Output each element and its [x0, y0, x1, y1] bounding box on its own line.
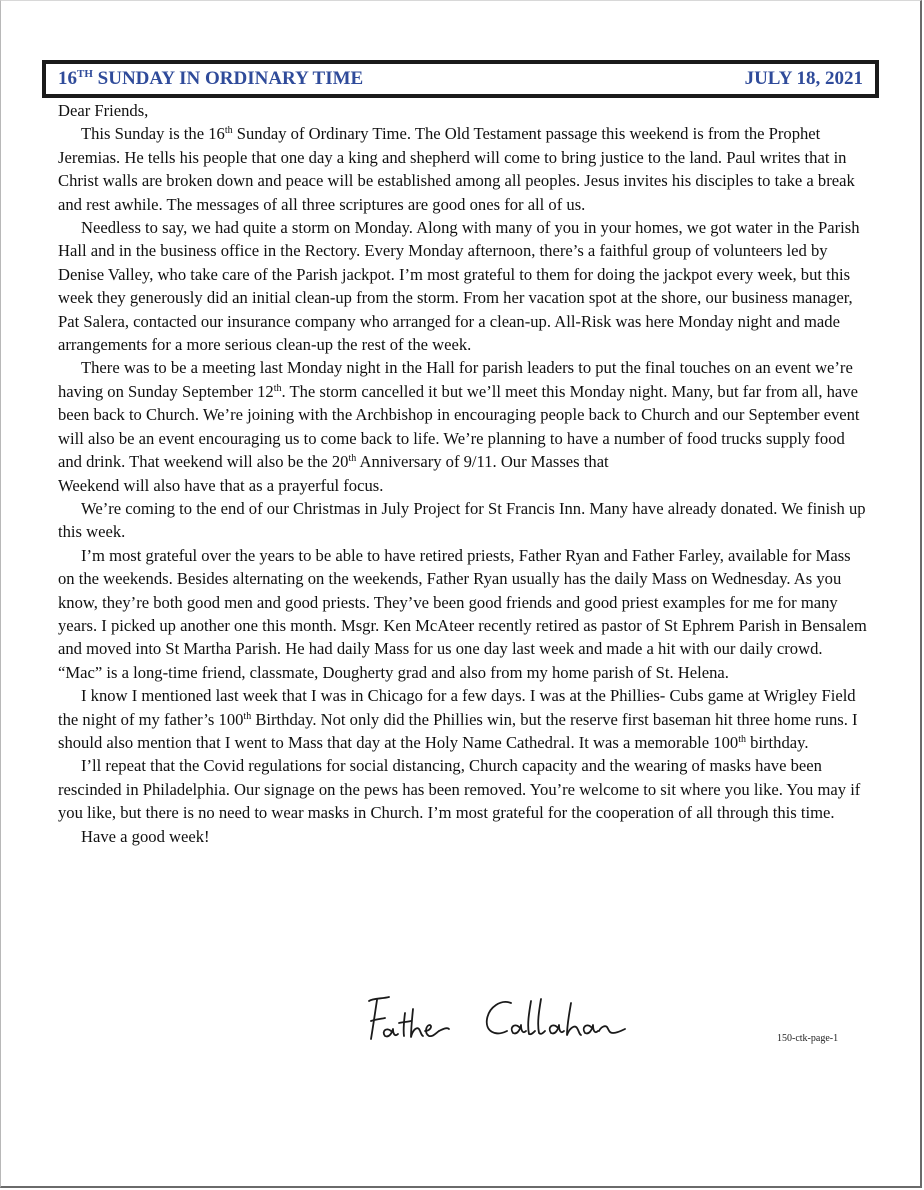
letter-greeting: Dear Friends,	[58, 101, 149, 120]
bulletin-header	[42, 60, 879, 98]
letter-paragraph-3-continued: Weekend will also have that as a prayerful focus.	[58, 475, 384, 495]
letter-paragraph-2: Needless to say, we had quite a storm on Monday. Along with many of you in your homes, we got water in the Parish Hall and in the business office in the Rectory. Every Monday afternoon, there’s a faithful group of volunteers led by Denise Valley, who take care of the Parish jackpot. I’m most grateful to them for doing the jackpot every week, but this week they generously did an initial clean-up from the storm. From her vacation spot at the shore, our business manager, Pat Salera, contacted our insurance company who arranged for a clean-up. All-Risk was here Monday night and made arrangements for a more serious clean-up the rest of the week.	[58, 218, 860, 355]
letter-paragraph-7: I’ll repeat that the Covid regulations for social distancing, Church capacity and the wearing of masks have been rescinded in Philadelphia. Our signage on the pews has been removed. You’re welcome to sit where you like. You may if you like, but there is no need to wear masks in Church. I’m most grateful for the cooperation of all through this time.	[58, 756, 861, 823]
pastor-letter	[58, 99, 868, 848]
letter-paragraph-5: I’m most grateful over the years to be able to have retired priests, Father Ryan and Father Farley, available for Mass on the weekends. Besides alternating on the weekends, Father Ryan usually has the daily Mass on Wednesday. As you know, they’re both good men and good priests. They’ve been good friends and good priest examples for me for many years. I picked up another one this month. Msgr. Ken McAteer recently retired as pastor of St Ephrem Parish in Bensalem and moved into St Martha Parish. He had daily Mass for us one day last week and made a hit with our daily crowd. “Mac” is a long-time friend, classmate, Dougherty grad and also from my home parish of St. Helena.	[58, 545, 867, 682]
handwritten-signature-icon	[361, 991, 631, 1051]
letter-paragraph-4: We’re coming to the end of our Christmas in July Project for St Francis Inn. Many have already donated. We finish up this week.	[58, 498, 866, 542]
letter-paragraph-6: I know I mentioned last week that I was in Chicago for a few days. I was at the Phillies- Cubs game at Wrigley Field the night of my father’s 100th Birthday. Not only did the Phillies win, but the reserve first baseman hit three home runs. I should also mention that I went to Mass that day at the Holy Name Cathedral. It was a memorable 100th birthday.	[58, 686, 858, 752]
header-title: 16TH SUNDAY IN ORDINARY TIME	[58, 68, 364, 89]
letter-paragraph-1: This Sunday is the 16th Sunday of Ordinary Time. The Old Testament passage this weekend is from the Prophet Jeremias. He tells his people that one day a king and shepherd will come to bring justice to the land. Paul writes that in Christ walls are broken down and peace will be established among all peoples. Jesus invites his disciples to take a break and rest awhile. The messages of all three scriptures are good ones for all of us.	[58, 124, 855, 214]
header-date: JULY 18, 2021	[744, 68, 863, 89]
page-identifier: 150-ctk-page-1	[777, 1033, 839, 1044]
letter-closing: Have a good week!	[81, 826, 210, 846]
letter-paragraph-3: There was to be a meeting last Monday night in the Hall for parish leaders to put the final touches on an event we’re having on Sunday September 12th. The storm cancelled it but we’ll meet this Monday night. Many, but far from all, have been back to Church. We’re joining with the Archbishop in encouraging people back to Church and our September event will also be an event encouraging us to come back to life. We’re planning to have a number of food trucks supply food and drink. That weekend will also be the 20th Anniversary of 9/11. Our Masses that	[58, 358, 860, 472]
